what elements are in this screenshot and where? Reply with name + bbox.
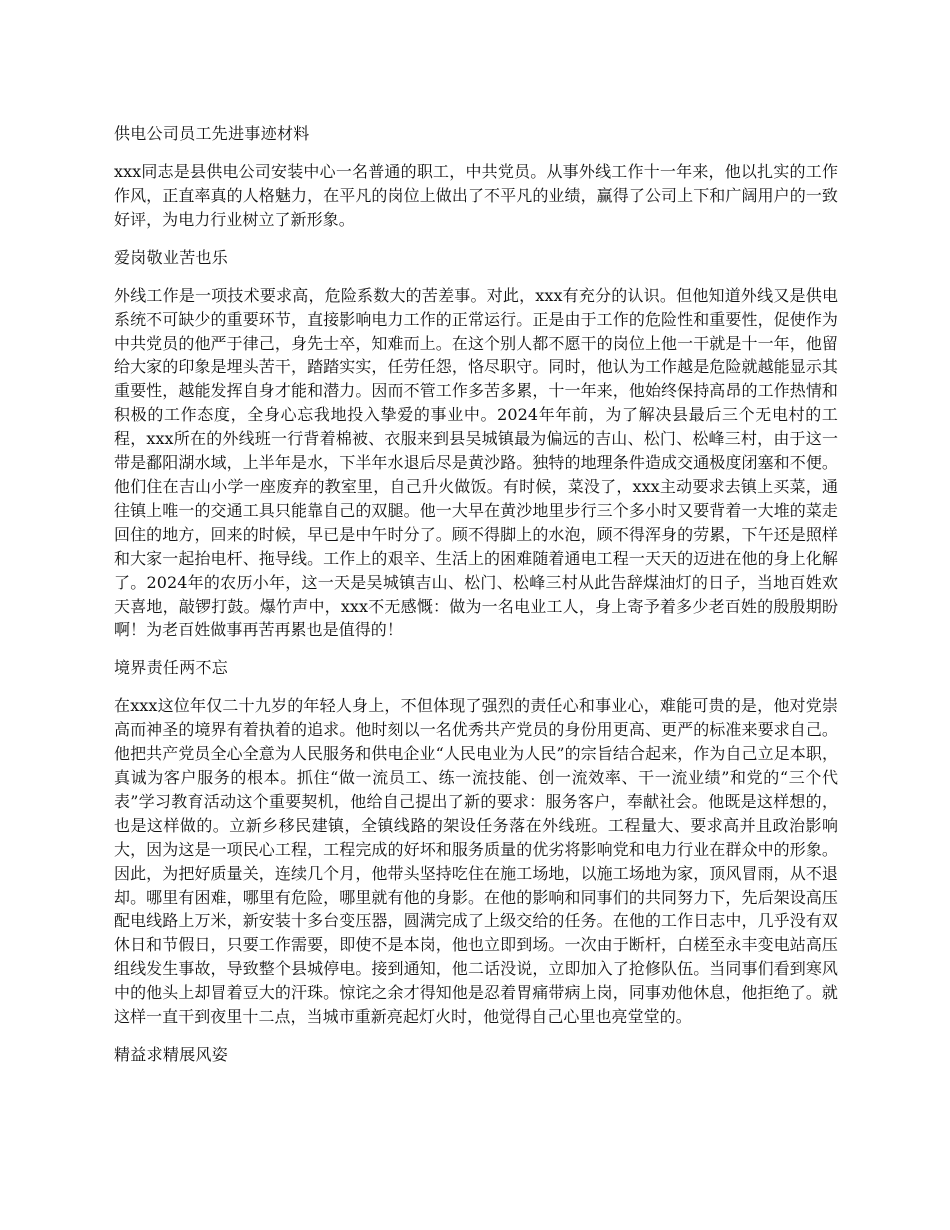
document-page: [114, 122, 838, 1067]
section-paragraph: 在xxx这位年仅二十九岁的年轻人身上，不但体现了强烈的责任心和事业心，难能可贵的是，他对党崇高而神圣的境界有着执着的追求。他时刻以一名优秀共产党员的身份用更高、更严的标准来要求自己。他把共产党员全心全意为人民服务和供电企业“人民电业为人民”的宗旨结合起来，作为自己立足本职，真诚为客户服务的根本。抓住“做一流员工、练一流技能、创一流效率、干一流业绩”和党的“三个代表”学习教育活动这个重要契机，他给自己提出了新的要求：服务客户，奉献社会。他既是这样想的，也是这样做的。立新乡移民建镇，全镇线路的架设任务落在外线班。工程量大、要求高并且政治影响大，因为这是一项民心工程，工程完成的好坏和服务质量的优劣将影响党和电力行业在群众中的形象。因此，为把好质量关，连续几个月，他带头坚持吃住在施工场地，以施工场地为家，顶风冒雨，从不退却。哪里有困难，哪里有危险，哪里就有他的身影。在他的影响和同事们的共同努力下，先后架设高压配电线路上万米，新安装十多台变压器，圆满完成了上级交给的任务。在他的工作日志中，几乎没有双休日和节假日，只要工作需要，即使不是本岗，他也立即到场。一次由于断杆，白槎至永丰变电站高压组线发生事故，导致整个县城停电。接到通知，他二话没说，立即加入了抢修队伍。当同事们看到寒风中的他头上却冒着豆大的汗珠。惊诧之余才得知他是忍着胃痛带病上岗，同事劝他休息，他拒绝了。就这样一直干到夜里十二点，当城市重新亮起灯火时，他觉得自己心里也亮堂堂的。: [114, 696, 838, 1027]
document-title: 供电公司员工先进事迹材料: [114, 124, 310, 143]
section-paragraph: 外线工作是一项技术要求高，危险系数大的苦差事。对此，xxx有充分的认识。但他知道外线又是供电系统不可缺少的重要环节，直接影响电力工作的正常运行。正是由于工作的危险性和重要性，促使作为中共党员的他严于律己，身先士卒，知难而上。在这个别人都不愿干的岗位上他一干就是十一年，他留给大家的印象是埋头苦干，踏踏实实，任劳任怨，恪尽职守。同时，他认为工作越是危险就越能显示其重要性，越能发挥自身才能和潜力。因而不管工作多苦多累，十一年来，他始终保持高昂的工作热情和积极的工作态度，全身心忘我地投入挚爱的事业中。2024年年前，为了解决县最后三个无电村的工程，xxx所在的外线班一行背着棉被、衣服来到县吴城镇最为偏远的吉山、松门、松峰三村，由于这一带是鄱阳湖水域，上半年是水，下半年水退后尽是黄沙路。独特的地理条件造成交通极度闭塞和不便。他们住在吉山小学一座废弃的教室里，自己升火做饭。有时候，菜没了，xxx主动要求去镇上买菜，通往镇上唯一的交通工具只能靠自己的双腿。他一大早在黄沙地里步行三个多小时又要背着一大堆的菜走回住的地方，回来的时候，早已是中午时分了。顾不得脚上的水泡，顾不得浑身的劳累，下午还是照样和大家一起抬电杆、拖导线。工作上的艰辛、生活上的困难随着通电工程一天天的迈进在他的身上化解了。2024年的农历小年，这一天是吴城镇吉山、松门、松峰三村从此告辞煤油灯的日子，当地百姓欢天喜地，敲锣打鼓。爆竹声中，xxx不无感慨：做为一名电业工人，身上寄予着多少老百姓的殷殷期盼啊！为老百姓做事再苦再累也是值得的！: [114, 285, 838, 640]
section-heading: 境界责任两不忘: [114, 658, 229, 678]
intro-paragraph: xxx同志是县供电公司安装中心一名普通的职工，中共党员。从事外线工作十一年来，他以扎实的工作作风，正直率真的人格魅力，在平凡的岗位上做出了不平凡的业绩，赢得了公司上下和广阔用户的一致好评，为电力行业树立了新形象。: [114, 162, 838, 229]
section-heading: 精益求精展风姿: [114, 1045, 229, 1064]
section-heading: 爱岗敬业苦也乐: [114, 247, 229, 267]
